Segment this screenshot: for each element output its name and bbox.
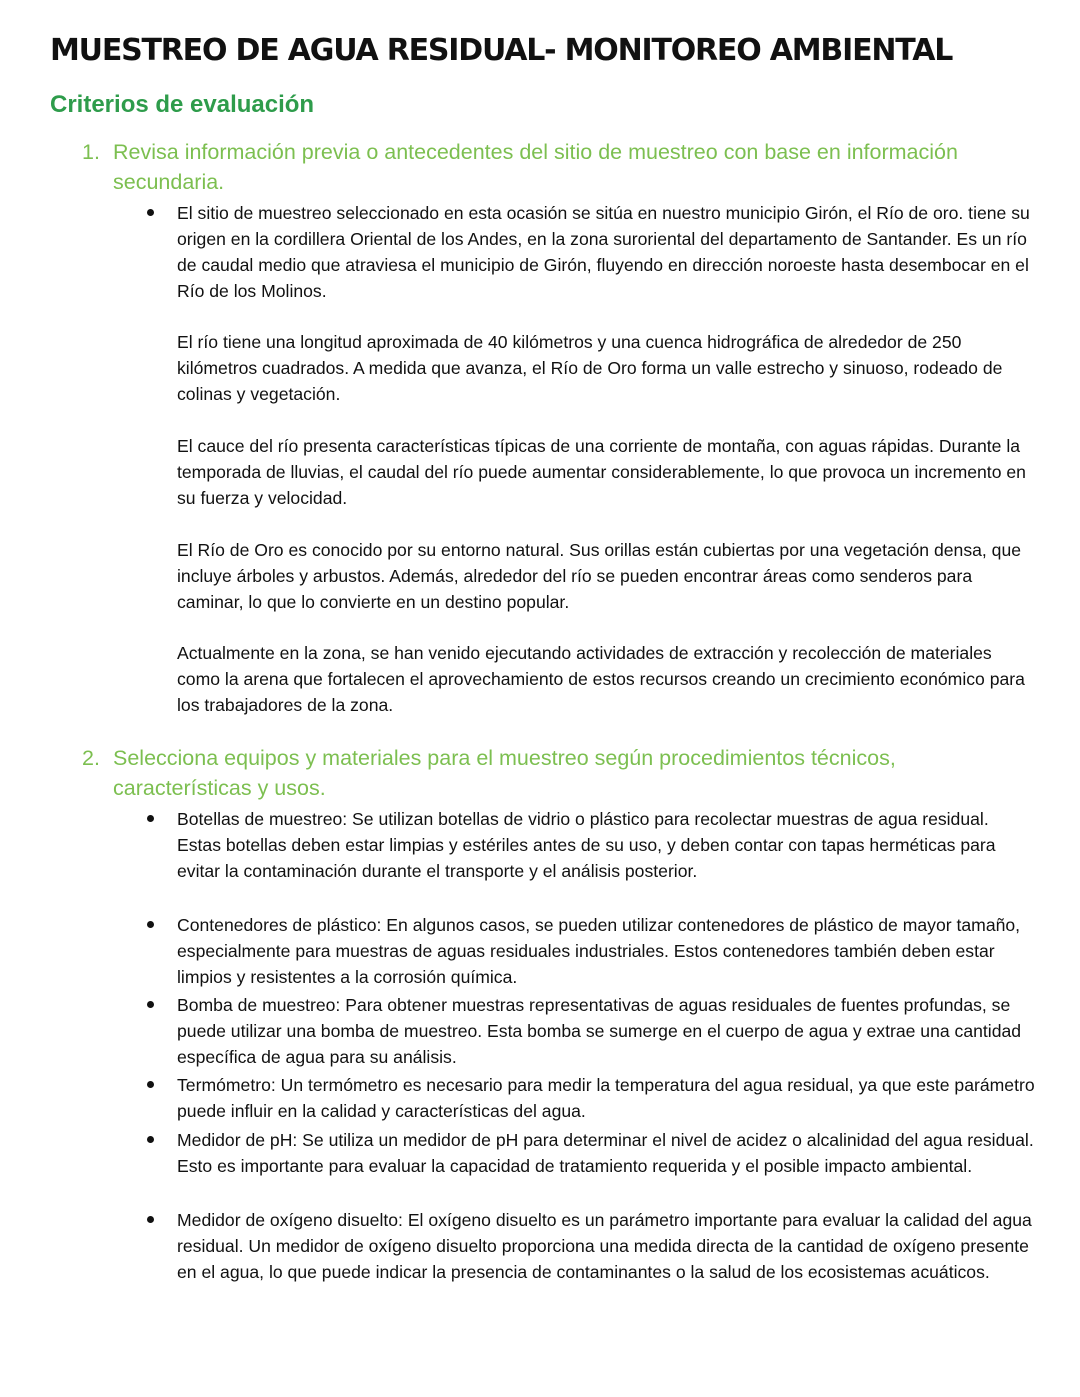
section-2-number: 2. [82, 746, 100, 770]
bullet-icon [147, 1216, 154, 1223]
activities-paragraph: Actualmente en la zona, se han venido ejecutando actividades de extracción y recolección de materiales como la arena que fortalecen el aprovechamiento de estos recursos creando un crecimiento económico para los trabajadores de la zona. [177, 643, 1025, 715]
riverbed-paragraph: El cauce del río presenta características típicas de una corriente de montaña, con aguas rápidas. Durante la temporada de lluvias, el caudal del río puede aumentar considerablemente, lo que provoca un incremento en su fuerza y velocidad. [177, 436, 1026, 508]
bullet-icon [147, 1001, 154, 1008]
list-item-botellas: Botellas de muestreo: Se utilizan botellas de vidrio o plástico para recolectar muestras de agua residual. Estas botellas deben estar limpias y estériles antes de su uso, y deben contar con tapas herméticas para evitar la contaminación durante el transporte y el análisis posterior. [177, 809, 996, 881]
bullet-icon [147, 1081, 154, 1088]
list-item-medidor-ph: Medidor de pH: Se utiliza un medidor de pH para determinar el nivel de acidez o alcalinidad del agua residual. Esto es importante para evaluar la capacidad de tratamiento requerida y el posible impacto ambiental. [177, 1130, 1034, 1176]
bullet-icon [147, 209, 154, 216]
bullet-icon [147, 921, 154, 928]
river-length-paragraph: El río tiene una longitud aproximada de 40 kilómetros y una cuenca hidrográfica de alrededor de 250 kilómetros cuadrados. A medida que avanza, el Río de Oro forma un valle estrecho y sinuoso, rodeado de colinas y vegetación. [177, 332, 1003, 404]
document-title: MUESTREO DE AGUA RESIDUAL- MONITOREO AMBIENTAL [50, 33, 953, 68]
bullet-icon [147, 815, 154, 822]
environment-paragraph: El Río de Oro es conocido por su entorno natural. Sus orillas están cubiertas por una vegetación densa, que incluye árboles y arbustos. Además, alrededor del río se pueden encontrar áreas como senderos para caminar, lo que lo convierte en un destino popular. [177, 540, 1022, 612]
section-1-heading-text: Revisa información previa o antecedentes del sitio de muestreo con base en información secundaria. [113, 140, 958, 194]
list-item-bomba: Bomba de muestreo: Para obtener muestras representativas de aguas residuales de fuentes profundas, se puede utilizar una bomba de muestreo. Esta bomba se sumerge en el cuerpo de agua y extrae una cantidad específica de agua para su análisis. [177, 995, 1022, 1067]
section-2-heading [82, 743, 1022, 803]
bullet-icon [147, 1136, 154, 1143]
section-subtitle: Criterios de evaluación [50, 91, 315, 118]
section-1-number: 1. [82, 140, 100, 164]
section-1-heading [82, 137, 1022, 197]
site-description-paragraph: El sitio de muestreo seleccionado en esta ocasión se sitúa en nuestro municipio Girón, el Río de oro. tiene su origen en la cordillera Oriental de los Andes, en la zona suroriental del departamento de Santander. Es un río de caudal medio que atraviesa el municipio de Girón, fluyendo en dirección noroeste hasta desembocar en el Río de los Molinos. [177, 203, 1030, 301]
section-2-heading-text: Selecciona equipos y materiales para el muestreo según procedimientos técnicos, características y usos. [113, 746, 896, 800]
list-item-contenedores: Contenedores de plástico: En algunos casos, se pueden utilizar contenedores de plástico de mayor tamaño, especialmente para muestras de aguas residuales industriales. Estos contenedores también deben estar limpios y resistentes a la corrosión química. [177, 915, 1021, 987]
list-item-medidor-oxigeno: Medidor de oxígeno disuelto: El oxígeno disuelto es un parámetro importante para evaluar la calidad del agua residual. Un medidor de oxígeno disuelto proporciona una medida directa de la cantidad de oxígeno presente en el agua, lo que puede indicar la presencia de contaminantes o la salud de los ecosistemas acuáticos. [177, 1210, 1032, 1282]
list-item-termometro: Termómetro: Un termómetro es necesario para medir la temperatura del agua residual, ya que este parámetro puede influir en la calidad y características del agua. [177, 1075, 1035, 1121]
